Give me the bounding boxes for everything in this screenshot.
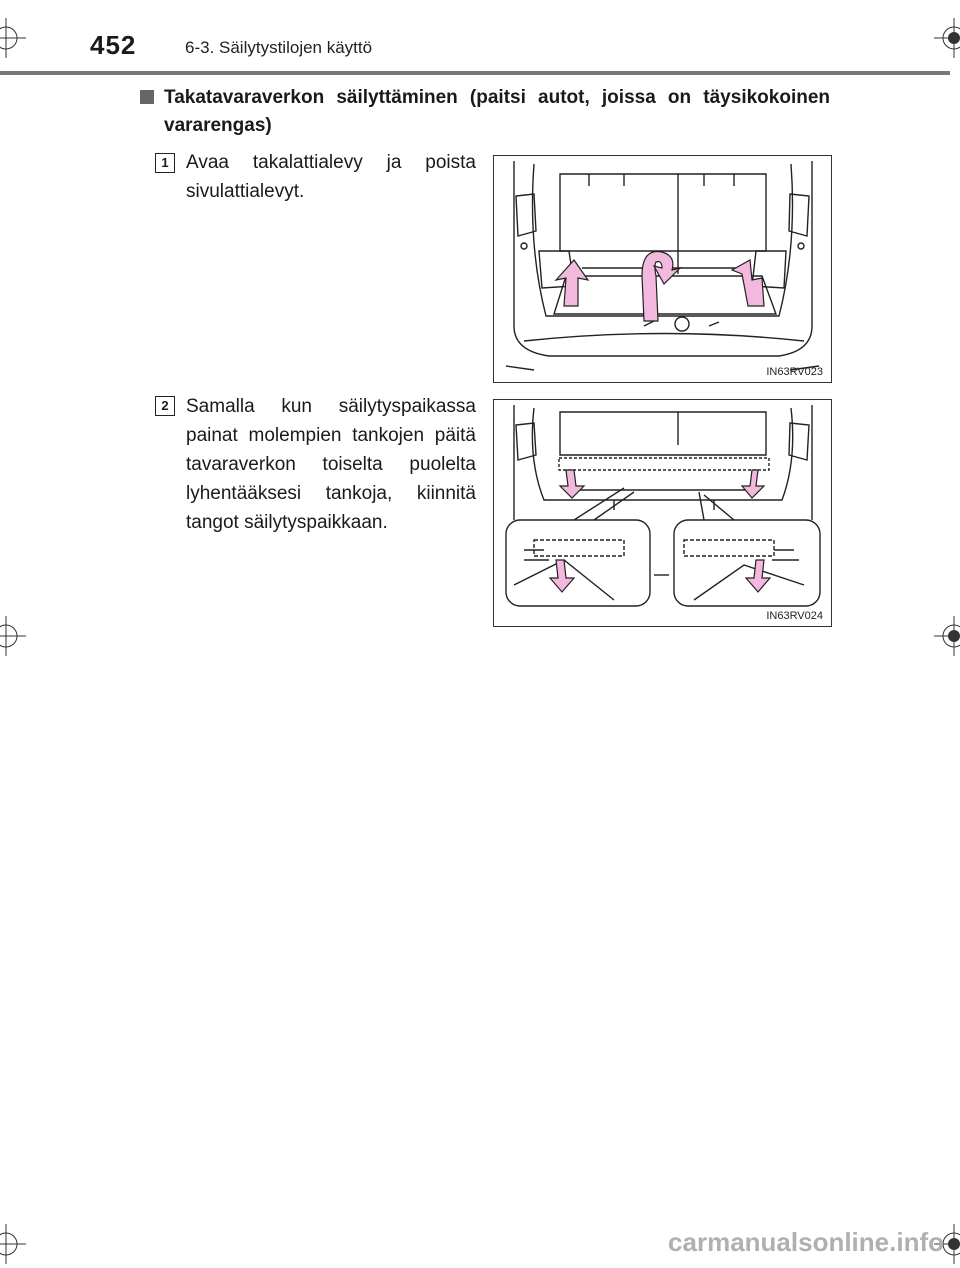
registration-mark-icon <box>934 18 960 58</box>
step-number-badge: 1 <box>155 153 175 173</box>
figure-1-trunk-floor <box>493 155 832 383</box>
figure-code: IN63RV024 <box>766 610 823 622</box>
heading-text: Takatavaraverkon säilyttäminen (paitsi autot, joissa on täysikokoinen vararengas) <box>164 87 830 136</box>
step-2-text: Samalla kun säilytyspaikassa painat molempien tankojen päitä tavaraverkon toiselta puolelta lyhentääksesi tankoja, kiinnitä tangot säilytyspaikkaan. <box>186 396 476 533</box>
registration-mark-icon <box>0 18 26 58</box>
registration-mark-icon <box>0 1224 26 1264</box>
watermark: carmanualsonline.info <box>668 1227 944 1257</box>
registration-mark-icon <box>934 616 960 656</box>
step-1-text: Avaa takalattialevy ja poista sivulattialevyt. <box>186 152 476 202</box>
section-title: 6-3. Säilytystilojen käyttö <box>185 38 373 57</box>
trunk-floor-illustration <box>494 156 831 382</box>
figure-code: IN63RV023 <box>766 366 823 378</box>
header-rule <box>0 71 950 75</box>
figure-2-net-storage <box>493 399 832 627</box>
net-storage-illustration <box>494 400 831 626</box>
page-number: 452 <box>90 30 137 60</box>
registration-mark-icon <box>0 616 26 656</box>
step-number-badge: 2 <box>155 396 175 416</box>
heading-bullet-icon <box>140 90 154 104</box>
